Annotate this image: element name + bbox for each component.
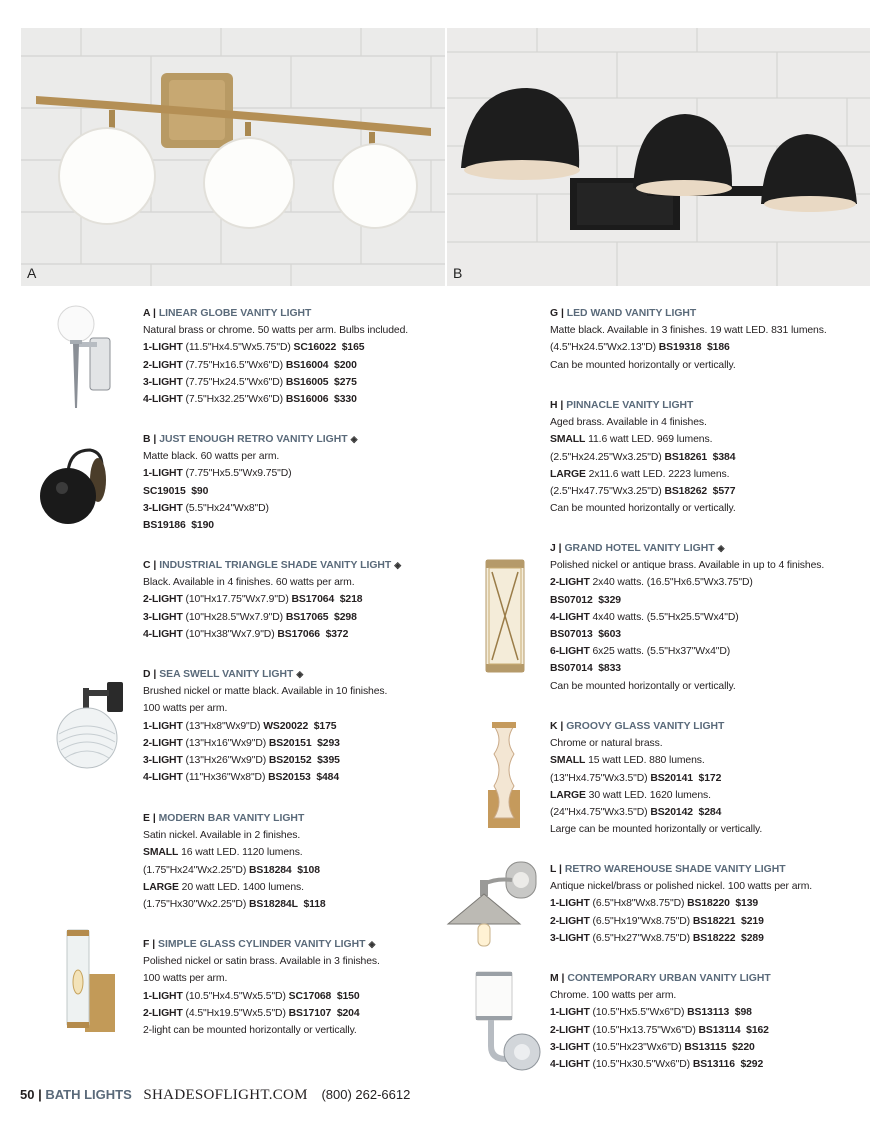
phone-number: (800) 262-6612 (321, 1087, 411, 1102)
hero-label-b: B (453, 265, 463, 281)
thumb-l (446, 858, 540, 954)
product-j-title: J | GRAND HOTEL VANITY LIGHT ◈ (550, 540, 824, 557)
diamond-badge-icon: ◈ (394, 560, 402, 570)
diamond-badge-icon: ◈ (296, 669, 304, 679)
product-k-title: K | GROOVY GLASS VANITY LIGHT (550, 721, 725, 732)
product-l-line: 1-LIGHT (6.5"Hx8"Wx8.75"D) BS18220 $139 (550, 898, 759, 910)
product-g-desc: Matte black. Available in 3 finishes. 19 watt LED. 831 lumens. (550, 325, 827, 337)
product-b-line: BS19186 $190 (143, 520, 214, 532)
product-f-line: 2-LIGHT (4.5"Hx19.5"Wx5.5"D) BS17107 $204 (143, 1007, 360, 1019)
product-l-line: 2-LIGHT (6.5"Hx19"Wx8.75"D) BS18221 $219 (550, 915, 764, 927)
thumb-j (484, 558, 526, 674)
product-d-line: 3-LIGHT (13"Hx26"Wx9"D) BS20152 $395 (143, 755, 340, 767)
product-e-title: E | MODERN BAR VANITY LIGHT (143, 813, 305, 824)
product-f-desc: 100 watts per arm. (143, 973, 228, 985)
product-h-line: (2.5"Hx24.25"Wx3.25"D) BS18261 $384 (550, 451, 736, 463)
product-e-line: (1.75"Hx30"Wx2.25"D) BS18284L $118 (143, 899, 326, 911)
product-k-desc: Chrome or natural brass. (550, 738, 663, 750)
product-h-line: (2.5"Hx47.75"Wx3.25"D) BS18262 $577 (550, 486, 736, 498)
product-j-line: 2-LIGHT 2x40 watts. (16.5"Hx6.5"Wx3.75"D) (550, 577, 753, 589)
thumb-b (38, 444, 106, 528)
product-e-desc: Satin nickel. Available in 2 finishes. (143, 830, 301, 842)
product-k-line: SMALL 15 watt LED. 880 lumens. (550, 755, 705, 767)
product-j-line: BS07014 $833 (550, 663, 621, 675)
product-k-line: (24"Hx4.75"Wx3.5"D) BS20142 $284 (550, 807, 722, 819)
product-k-line: (13"Hx4.75"Wx3.5"D) BS20141 $172 (550, 772, 722, 784)
thumb-f (65, 926, 119, 1036)
product-c-line: 2-LIGHT (10"Hx17.75"Wx7.9"D) BS17064 $218 (143, 594, 363, 606)
product-d (143, 666, 387, 786)
diamond-badge-icon: ◈ (350, 434, 358, 444)
page-footer (20, 1087, 410, 1104)
product-d-desc: 100 watts per arm. (143, 703, 228, 715)
hero-image-a (21, 28, 445, 286)
product-c-line: 3-LIGHT (10"Hx28.5"Wx7.9"D) BS17065 $298 (143, 611, 357, 623)
product-k-line: LARGE 30 watt LED. 1620 lumens. (550, 789, 711, 801)
footer-separator: | (38, 1087, 42, 1102)
product-b (143, 431, 358, 534)
product-l-desc: Antique nickel/brass or polished nickel. 100 watts per arm. (550, 881, 813, 893)
product-m-desc: Chrome. 100 watts per arm. (550, 990, 677, 1002)
product-b-line: SC19015 $90 (143, 485, 209, 497)
product-m-line: 3-LIGHT (10.5"Hx23"Wx6"D) BS13115 $220 (550, 1041, 755, 1053)
product-f (143, 936, 380, 1039)
product-h-title: H | PINNACLE VANITY LIGHT (550, 400, 694, 411)
product-a (143, 305, 408, 408)
product-e-line: (1.75"Hx24"Wx2.25"D) BS18284 $108 (143, 864, 320, 876)
product-k-note: Large can be mounted horizontally or vertically. (550, 824, 763, 836)
product-k (550, 718, 762, 838)
product-j-line: BS07013 $603 (550, 629, 621, 641)
product-e (143, 810, 326, 913)
thumb-d (55, 678, 127, 772)
product-a-line: 4-LIGHT (7.5"Hx32.25"Wx6"D) BS16006 $330 (143, 394, 357, 406)
product-d-line: 1-LIGHT (13"Hx8"Wx9"D) WS20022 $175 (143, 720, 337, 732)
product-l (550, 861, 812, 947)
diamond-badge-icon: ◈ (717, 543, 725, 553)
product-h-line: LARGE 2x11.6 watt LED. 2223 lumens. (550, 468, 730, 480)
product-a-line: 2-LIGHT (7.75"Hx16.5"Wx6"D) BS16004 $200 (143, 359, 357, 371)
hero-image-b (447, 28, 870, 286)
hero-label-a: A (27, 265, 37, 281)
product-f-desc: Polished nickel or satin brass. Available in 3 finishes. (143, 956, 380, 968)
product-h (550, 397, 736, 517)
product-l-title: L | RETRO WAREHOUSE SHADE VANITY LIGHT (550, 864, 786, 875)
product-j-line: 6-LIGHT 6x25 watts. (5.5"Hx37"Wx4"D) (550, 646, 731, 658)
diamond-badge-icon: ◈ (368, 939, 376, 949)
product-m-line: 1-LIGHT (10.5"Hx5.5"Wx6"D) BS13113 $98 (550, 1007, 752, 1019)
product-f-note: 2-light can be mounted horizontally or vertically. (143, 1025, 357, 1037)
thumb-m (472, 970, 542, 1074)
page-number: 50 (20, 1087, 35, 1102)
product-c-line: 4-LIGHT (10"Hx38"Wx7.9"D) BS17066 $372 (143, 628, 349, 640)
retro-dome-photo (447, 28, 870, 286)
section-name: BATH LIGHTS (45, 1087, 132, 1102)
website-link[interactable]: SHADESOFLIGHT.COM (143, 1087, 308, 1103)
product-g (550, 305, 827, 374)
product-b-title: B | JUST ENOUGH RETRO VANITY LIGHT ◈ (143, 431, 358, 448)
product-m-title: M | CONTEMPORARY URBAN VANITY LIGHT (550, 973, 771, 984)
product-j-note: Can be mounted horizontally or vertically. (550, 680, 736, 692)
product-l-line: 3-LIGHT (6.5"Hx27"Wx8.75"D) BS18222 $289 (550, 932, 764, 944)
product-h-line: SMALL 11.6 watt LED. 969 lumens. (550, 434, 713, 446)
product-m-line: 2-LIGHT (10.5"Hx13.75"Wx6"D) BS13114 $162 (550, 1024, 769, 1036)
linear-globe-photo (21, 28, 445, 286)
product-j-line: 4-LIGHT 4x40 watts. (5.5"Hx25.5"Wx4"D) (550, 611, 739, 623)
product-c-desc: Black. Available in 4 finishes. 60 watts per arm. (143, 577, 355, 589)
product-e-line: SMALL 16 watt LED. 1120 lumens. (143, 847, 303, 859)
product-c-title: C | INDUSTRIAL TRIANGLE SHADE VANITY LIGHT ◈ (143, 557, 401, 574)
product-h-note: Can be mounted horizontally or vertically. (550, 503, 736, 515)
product-d-title: D | SEA SWELL VANITY LIGHT ◈ (143, 666, 387, 683)
product-b-desc: Matte black. 60 watts per arm. (143, 451, 280, 463)
product-g-title: G | LED WAND VANITY LIGHT (550, 308, 697, 319)
product-m (550, 970, 771, 1073)
product-a-desc: Natural brass or chrome. 50 watts per arm. Bulbs included. (143, 325, 409, 337)
product-j-line: BS07012 $329 (550, 594, 621, 606)
product-d-line: 2-LIGHT (13"Hx16"Wx9"D) BS20151 $293 (143, 737, 340, 749)
product-f-title: F | SIMPLE GLASS CYLINDER VANITY LIGHT ◈ (143, 936, 380, 953)
thumb-a (55, 302, 115, 410)
product-j-desc: Polished nickel or antique brass. Available in up to 4 finishes. (550, 560, 825, 572)
product-m-line: 4-LIGHT (10.5"Hx30.5"Wx6"D) BS13116 $292 (550, 1059, 764, 1071)
thumb-k (484, 720, 524, 832)
product-j (550, 540, 824, 695)
product-a-line: 3-LIGHT (7.75"Hx24.5"Wx6"D) BS16005 $275 (143, 376, 357, 388)
product-b-line: 3-LIGHT (5.5"Hx24"Wx8"D) (143, 502, 269, 514)
product-g-line: (4.5"Hx24.5"Wx2.13"D) BS19318 $186 (550, 342, 730, 354)
product-b-line: 1-LIGHT (7.75"Hx5.5"Wx9.75"D) (143, 468, 292, 480)
product-f-line: 1-LIGHT (10.5"Hx4.5"Wx5.5"D) SC17068 $150 (143, 990, 360, 1002)
product-d-line: 4-LIGHT (11"Hx36"Wx8"D) BS20153 $484 (143, 772, 340, 784)
product-a-line: 1-LIGHT (11.5"Hx4.5"Wx5.75"D) SC16022 $165 (143, 342, 365, 354)
product-d-desc: Brushed nickel or matte black. Available in 10 finishes. (143, 686, 388, 698)
product-a-title: A | LINEAR GLOBE VANITY LIGHT (143, 308, 312, 319)
product-c (143, 557, 401, 643)
product-e-line: LARGE 20 watt LED. 1400 lumens. (143, 881, 304, 893)
product-h-desc: Aged brass. Available in 4 finishes. (550, 417, 707, 429)
product-g-note: Can be mounted horizontally or vertically. (550, 359, 736, 371)
